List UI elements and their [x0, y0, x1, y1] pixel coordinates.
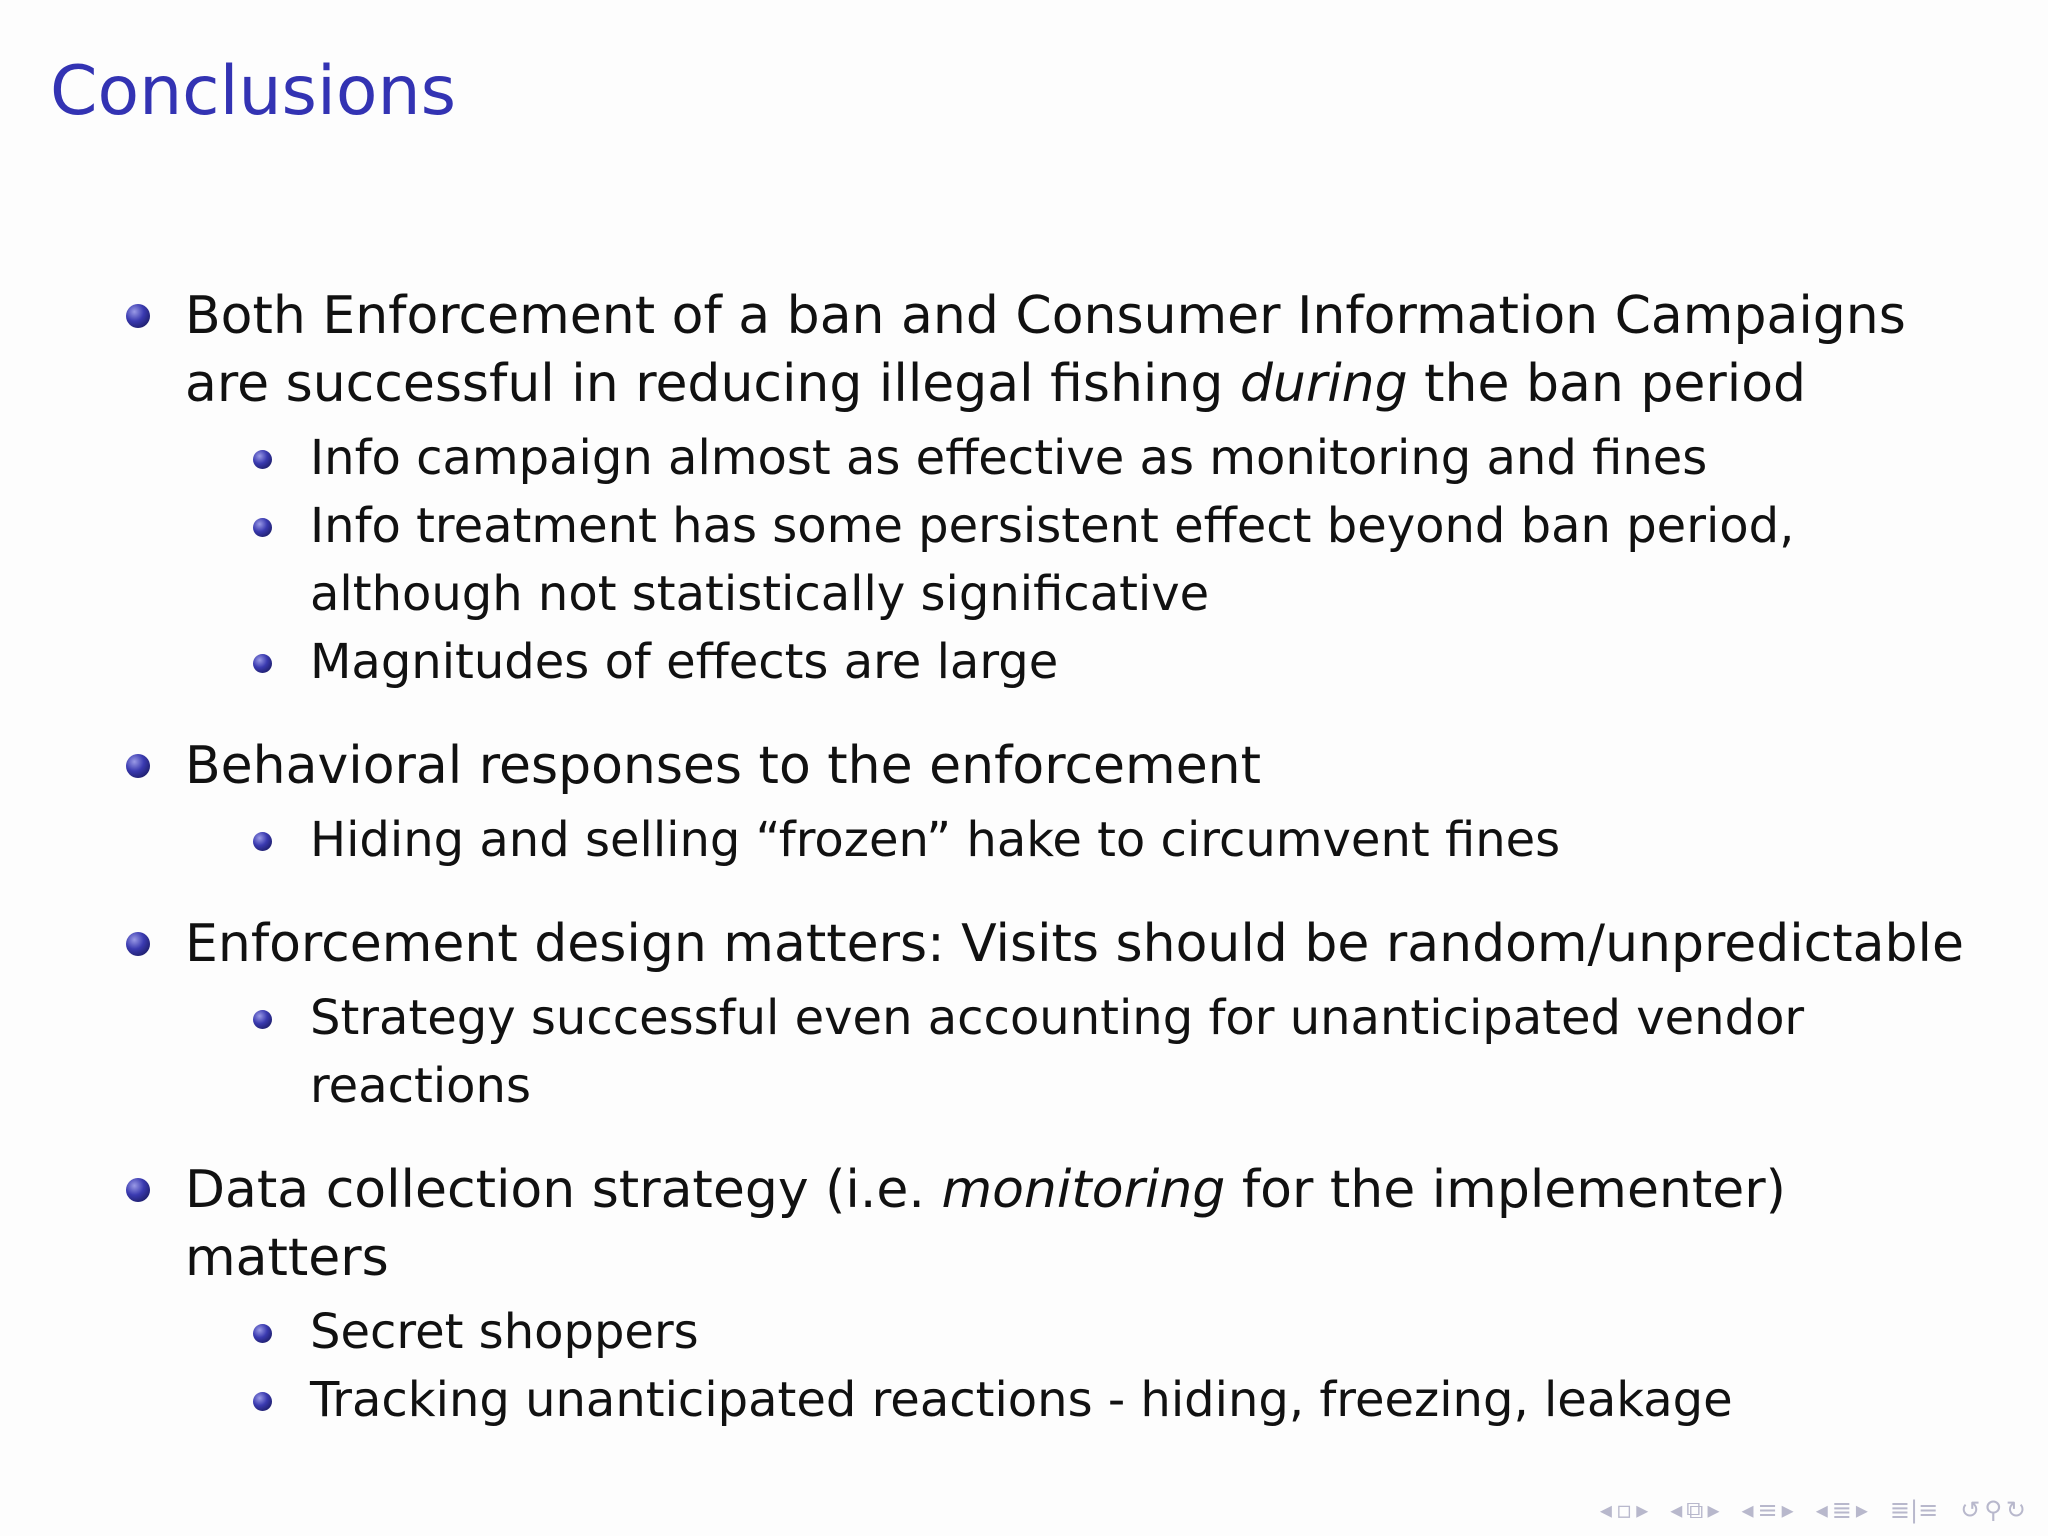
bullet-icon — [126, 1178, 150, 1202]
slide-title: Conclusions — [50, 52, 457, 131]
sub-bullet-list — [185, 1298, 2004, 1434]
bullet-icon — [126, 754, 150, 778]
prev-section-arrow-icon[interactable]: ◂ — [1815, 1496, 1828, 1524]
prev-subsection-arrow-icon[interactable]: ◂ — [1741, 1496, 1754, 1524]
sub-bullet-item — [247, 628, 2004, 696]
sub-bullet-icon — [253, 654, 272, 673]
next-section-arrow-icon[interactable]: ▸ — [1855, 1496, 1868, 1524]
bullet-icon — [126, 932, 150, 956]
sub-bullet-item — [247, 1366, 2004, 1434]
sub-bullet-text: Magnitudes of effects are large — [310, 634, 1059, 690]
bullet-text-lead: Behavioral responses to the enforcement — [185, 736, 1262, 796]
sub-bullet-list — [185, 806, 2004, 874]
sub-bullet-list — [185, 984, 2004, 1120]
bullet-text-emphasis: monitoring — [941, 1160, 1226, 1220]
bullet-text-emphasis: during — [1239, 354, 1408, 414]
bullet-text-lead: Enforcement design matters: Visits should be random/unpredictable — [185, 914, 1964, 974]
sub-bullet-icon — [253, 1324, 272, 1343]
subsection-nav-group — [1741, 1498, 1793, 1522]
sub-bullet-icon — [253, 832, 272, 851]
next-slide-arrow-icon[interactable]: ▸ — [1636, 1496, 1649, 1524]
bullet-item-2 — [124, 732, 2004, 874]
sub-bullet-icon — [253, 1392, 272, 1411]
bullet-item-1 — [124, 282, 2004, 696]
bullet-icon — [126, 304, 150, 328]
sub-bullet-icon — [253, 518, 272, 537]
sub-bullet-item — [247, 424, 2004, 492]
sub-bullet-icon — [253, 1010, 272, 1029]
prev-frame-arrow-icon[interactable]: ◂ — [1670, 1496, 1683, 1524]
frame-nav-group — [1670, 1498, 1719, 1522]
slide-nav-group — [1600, 1498, 1648, 1522]
slide-body — [124, 282, 2004, 1434]
sub-bullet-icon — [253, 450, 272, 469]
frame-icon[interactable]: ⧉ — [1686, 1496, 1704, 1524]
bullet-text-tail: the ban period — [1407, 354, 1807, 414]
bullet-item-4 — [124, 1156, 2004, 1434]
sub-bullet-list — [185, 424, 2004, 696]
bullet-item-3 — [124, 910, 2004, 1120]
toc-icon[interactable]: ≣|≡ — [1889, 1496, 1939, 1524]
undo-icon[interactable]: ↺ — [1960, 1496, 1981, 1524]
sub-bullet-text: Hiding and selling “frozen” hake to circumvent fines — [310, 812, 1561, 868]
toc-nav-group — [1890, 1498, 1938, 1522]
section-nav-group — [1816, 1498, 1868, 1522]
bullet-text-tail: for the implementer) matters — [185, 1160, 1786, 1288]
next-subsection-arrow-icon[interactable]: ▸ — [1781, 1496, 1794, 1524]
redo-icon[interactable]: ↻ — [2005, 1496, 2026, 1524]
sub-bullet-item — [247, 984, 2004, 1120]
sub-bullet-text: Info treatment has some persistent effect beyond ban period, although not statistically significative — [310, 498, 1795, 622]
search-nav-group — [1960, 1498, 2026, 1522]
bullet-text-lead: Both Enforcement of a ban and Consumer Information Campaigns are successful in reducing illegal fishing — [185, 286, 1906, 414]
subsection-icon[interactable]: ≡ — [1757, 1496, 1778, 1524]
sub-bullet-text: Strategy successful even accounting for unanticipated vendor reactions — [310, 990, 1805, 1114]
search-icon[interactable]: ⚲ — [1984, 1496, 2002, 1524]
sub-bullet-text: Secret shoppers — [310, 1304, 699, 1360]
sub-bullet-item — [247, 492, 2004, 628]
prev-slide-arrow-icon[interactable]: ◂ — [1599, 1496, 1612, 1524]
next-frame-arrow-icon[interactable]: ▸ — [1707, 1496, 1720, 1524]
beamer-navigation-bar — [1582, 1498, 2026, 1522]
section-icon[interactable]: ≣ — [1831, 1496, 1852, 1524]
slide-icon[interactable]: ▫ — [1615, 1496, 1633, 1524]
sub-bullet-item — [247, 1298, 2004, 1366]
bullet-text-lead: Data collection strategy (i.e. — [185, 1160, 942, 1220]
sub-bullet-text: Info campaign almost as effective as monitoring and fines — [310, 430, 1708, 486]
sub-bullet-item — [247, 806, 2004, 874]
sub-bullet-text: Tracking unanticipated reactions - hiding, freezing, leakage — [310, 1372, 1733, 1428]
